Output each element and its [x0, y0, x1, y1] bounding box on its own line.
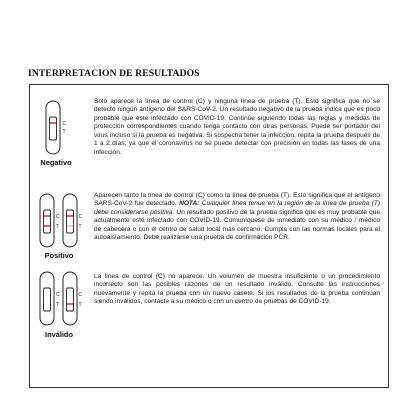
invalid-caption: Inválido: [45, 330, 73, 339]
positive-caption: Positivo: [44, 251, 74, 260]
positive-description: Aparecen tanto la línea de control (C) como la línea de prueba (T). Esto significa que el antígeno SARS-CoV-2 fue detectado. NOTA: Cualquier línea tenue en la región de la línea de prueba (T) debe considerarse positiva. Un resultado positivo de la prueba significa que es muy probable que actualmente esté infectado con COVID-19. Comuníquese de inmediato con su médico / médico de cabecera o con el centro de salud local más cercano. Cumpla con las normas locales para el autoaislamiento. Debe realizarse una prueba de confirmación PCR.: [94, 192, 381, 242]
invalid-description: La línea de control (C) no aparece. Un volumen de muestra insuficiente o un procedimiento incorrecto son las posibles razones de un resultado inválido. Consulte las instrucciones nuevamente y repita la prueba con un nuevo casete. Si los resultados de la prueba continúan siendo inválidos, contacte a su médico o con un centro de pruebas de COVID-19.: [94, 273, 380, 306]
results-interpretation-box: [29, 84, 389, 388]
page-title: INTERPRETACION DE RESULTADOS: [28, 68, 200, 79]
test-mark-label: T: [78, 302, 82, 308]
negative-description: Solo aparece la línea de control (C) y ninguna línea de prueba (T). Esto significa que no se detectó ningún antígeno del SARS-CoV-2. Un resultado negativo de la prueba indica que es poco probable que esté infectado con COVID-19. Continúe siguiendo todas las reglas y medidas de protección correspondientes cuando tenga contacto con otras personas. Puede ser portador del virus incluso si la prueba es negativa. Si sospecha tener la infección, repita la prueba después de 1 a 2 días, ya que el coronavirus no se puede detectar con precisión en todas las fases de una infección.: [94, 98, 380, 156]
control-mark-label: C: [62, 121, 67, 127]
positive-strips-illustration: [36, 193, 84, 249]
control-mark-label: C: [56, 214, 60, 220]
control-mark-label: C: [78, 292, 83, 298]
negative-strip-illustration: [42, 100, 72, 156]
test-mark-label: T: [56, 302, 60, 308]
control-mark-label: C: [78, 214, 83, 220]
test-mark-label: T: [78, 224, 82, 230]
test-mark-label: T: [62, 129, 66, 135]
control-mark-label: C: [56, 292, 60, 298]
negative-caption: Negativo: [40, 158, 72, 167]
test-mark-label: T: [56, 224, 60, 230]
invalid-strips-illustration: [36, 271, 84, 327]
